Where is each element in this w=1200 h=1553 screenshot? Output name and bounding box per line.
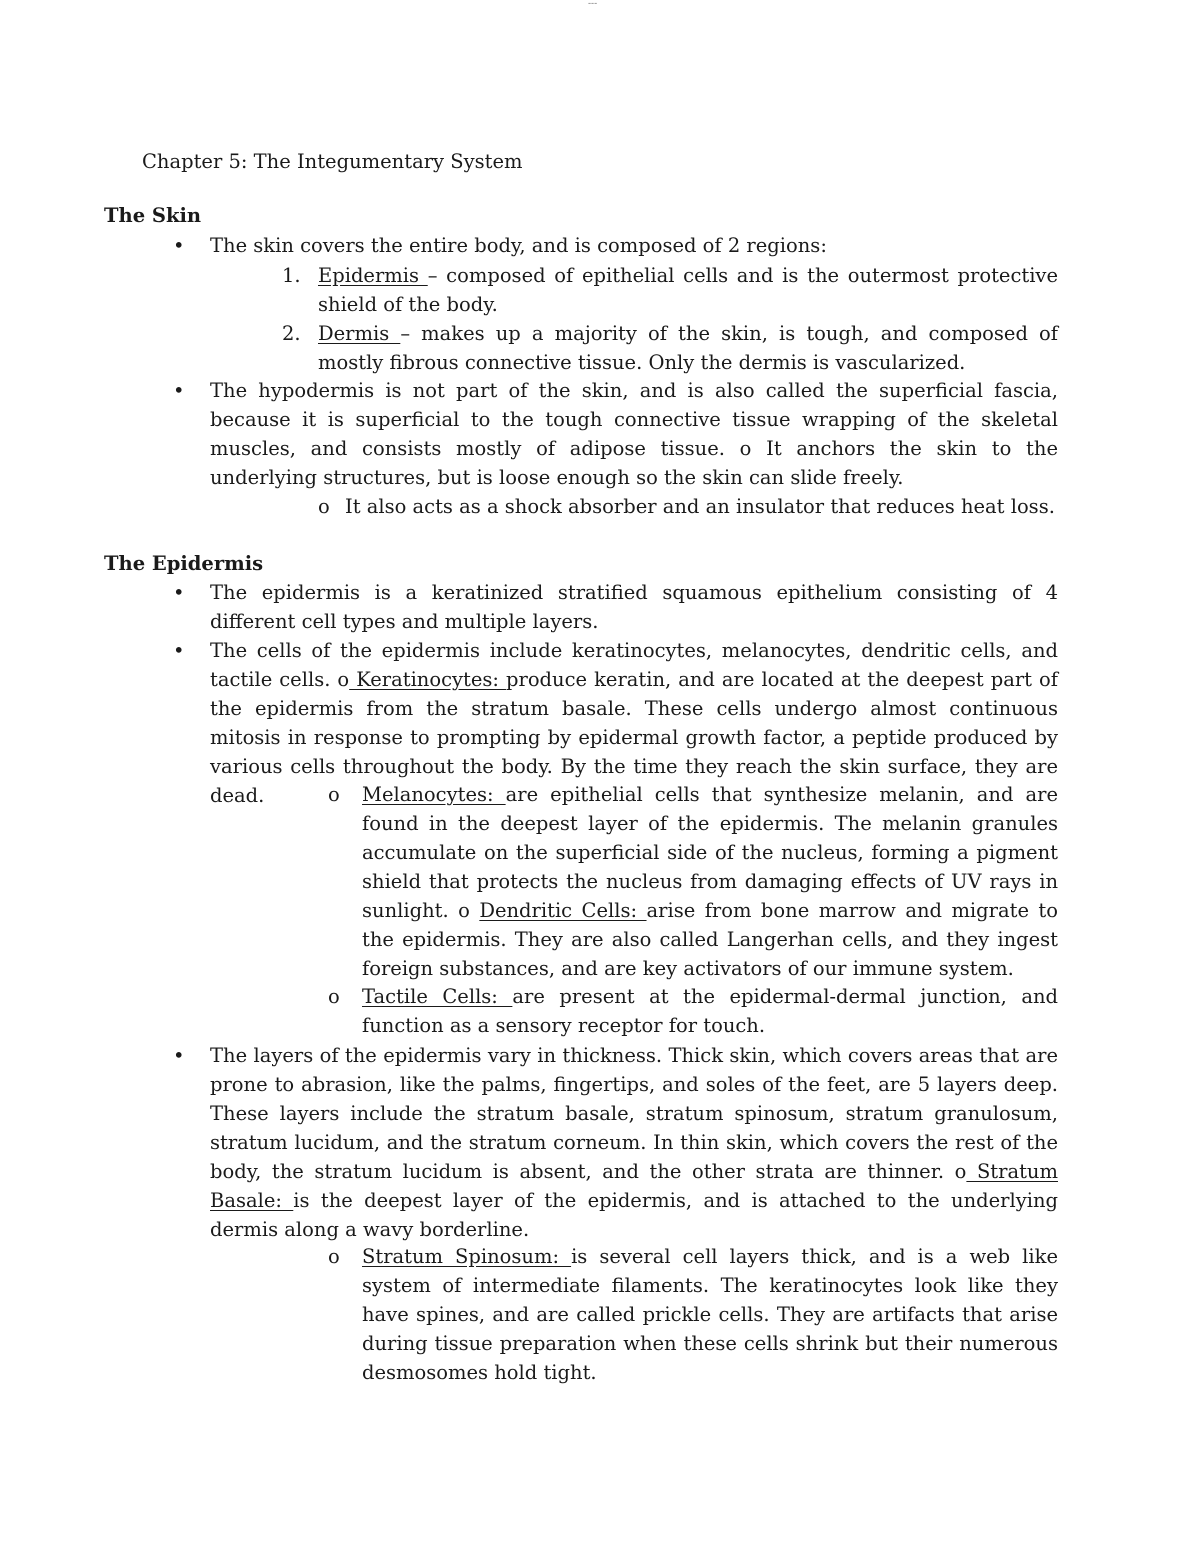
epidermis-sub-tactile — [362, 982, 1058, 1040]
term-melanocytes: Melanocytes: — [362, 783, 506, 806]
keratinocytes-text: produce keratin, and are located at the deepest part of the epidermis from the stratum basale. These cells undergo almost continuous mitosis in response to prompting by epidermal growth factor, a peptide produced by various cells throughout the body. By the time they reach the skin surface, they are dead. — [210, 668, 1058, 807]
sub-bullet-marker: o — [328, 783, 340, 806]
skin-bullet-regions: The skin covers the entire body, and is composed of 2 regions: — [210, 234, 827, 257]
skin-sub-shock-absorber: It also acts as a shock absorber and an insulator that reduces heat loss. — [345, 495, 1055, 518]
dendritic-cells-text: arise from bone marrow and migrate to the epidermis. They are also called Langerhan cells, and they ingest foreign substances, and are key activators of our immune system. — [362, 899, 1059, 980]
term-keratinocytes: Keratinocytes: — [349, 668, 507, 691]
cells-intro-text: The cells of the epidermis include keratinocytes, melanocytes, dendritic cells, and tactile cells. o — [210, 639, 1058, 691]
sub-bullet-marker: o — [318, 495, 330, 518]
term-dermis: Dermis — [318, 322, 401, 345]
sub-bullet-marker: o — [328, 985, 340, 1008]
list-number: 1. — [282, 264, 301, 287]
section-heading-skin: The Skin — [104, 204, 202, 227]
epidermis-bullet-epithelium: The epidermis is a keratinized stratified squamous epithelium consisting of 4 different cell types and multiple layers. — [210, 581, 1058, 633]
list-number: 2. — [282, 322, 301, 345]
stratum-basale-text: is the deepest layer of the epidermis, and is attached to the underlying dermis along a wavy borderline. — [210, 1189, 1058, 1241]
bullet-icon: • — [173, 379, 185, 402]
term-stratum-basale: Stratum Basale: — [210, 1160, 1058, 1212]
list-item-epidermis — [318, 261, 1058, 319]
bullet-icon: • — [173, 1044, 185, 1067]
epidermis-sub-spinosum — [362, 1242, 1058, 1387]
bullet-icon: • — [173, 581, 185, 604]
bullet-icon: • — [173, 639, 185, 662]
tactile-cells-text: are present at the epidermal-dermal junction, and function as a sensory receptor for touch. — [362, 985, 1059, 1037]
definition-epidermis: – composed of epithelial cells and is the outermost protective shield of the body. — [318, 264, 1058, 316]
section-heading-epidermis: The Epidermis — [104, 552, 264, 575]
page-header-mark: --- — [588, 0, 598, 9]
term-stratum-spinosum: Stratum Spinosum: — [362, 1245, 572, 1268]
term-epidermis: Epidermis — [318, 264, 428, 287]
term-dendritic-cells: Dendritic Cells: — [479, 899, 647, 922]
sub-bullet-marker: o — [328, 1245, 340, 1268]
epidermis-bullet-layers — [210, 1041, 1058, 1244]
skin-bullet-hypodermis: The hypodermis is not part of the skin, and is also called the superficial fascia, because it is superficial to the tough connective tissue wrapping of the skeletal muscles, and consists mostly of adipose tissue. o It anchors the skin to the underlying structures, but is loose enough so the skin can slide freely. — [210, 379, 1058, 489]
layers-intro-text: The layers of the epidermis vary in thickness. Thick skin, which covers areas that are prone to abrasion, like the palms, fingertips, and soles of the feet, are 5 layers deep. These layers include the stratum basale, stratum spinosum, stratum granulosum, stratum lucidum, and the stratum corneum. In thin skin, which covers the rest of the body, the stratum lucidum is absent, and the other strata are thinner. o — [210, 1044, 1058, 1183]
melanocytes-text: are epithelial cells that synthesize melanin, and are found in the deepest layer of the epidermis. The melanin granules accumulate on the superficial side of the nucleus, forming a pigment shield that protects the nucleus from damaging effects of UV rays in sunlight. o — [362, 783, 1058, 922]
list-item-dermis — [318, 319, 1058, 377]
document-title: Chapter 5: The Integumentary System — [142, 150, 523, 173]
term-tactile-cells: Tactile Cells: — [362, 985, 513, 1008]
bullet-icon: • — [173, 234, 185, 257]
stratum-spinosum-text: is several cell layers thick, and is a web like system of intermediate filaments. The keratinocytes look like they have spines, and are called prickle cells. They are artifacts that arise during tissue preparation when these cells shrink but their numerous desmosomes hold tight. — [362, 1245, 1058, 1384]
definition-dermis: – makes up a majority of the skin, is tough, and composed of mostly fibrous connective tissue. Only the dermis is vascularized. — [318, 322, 1058, 374]
epidermis-sub-melanocytes — [362, 780, 1058, 983]
